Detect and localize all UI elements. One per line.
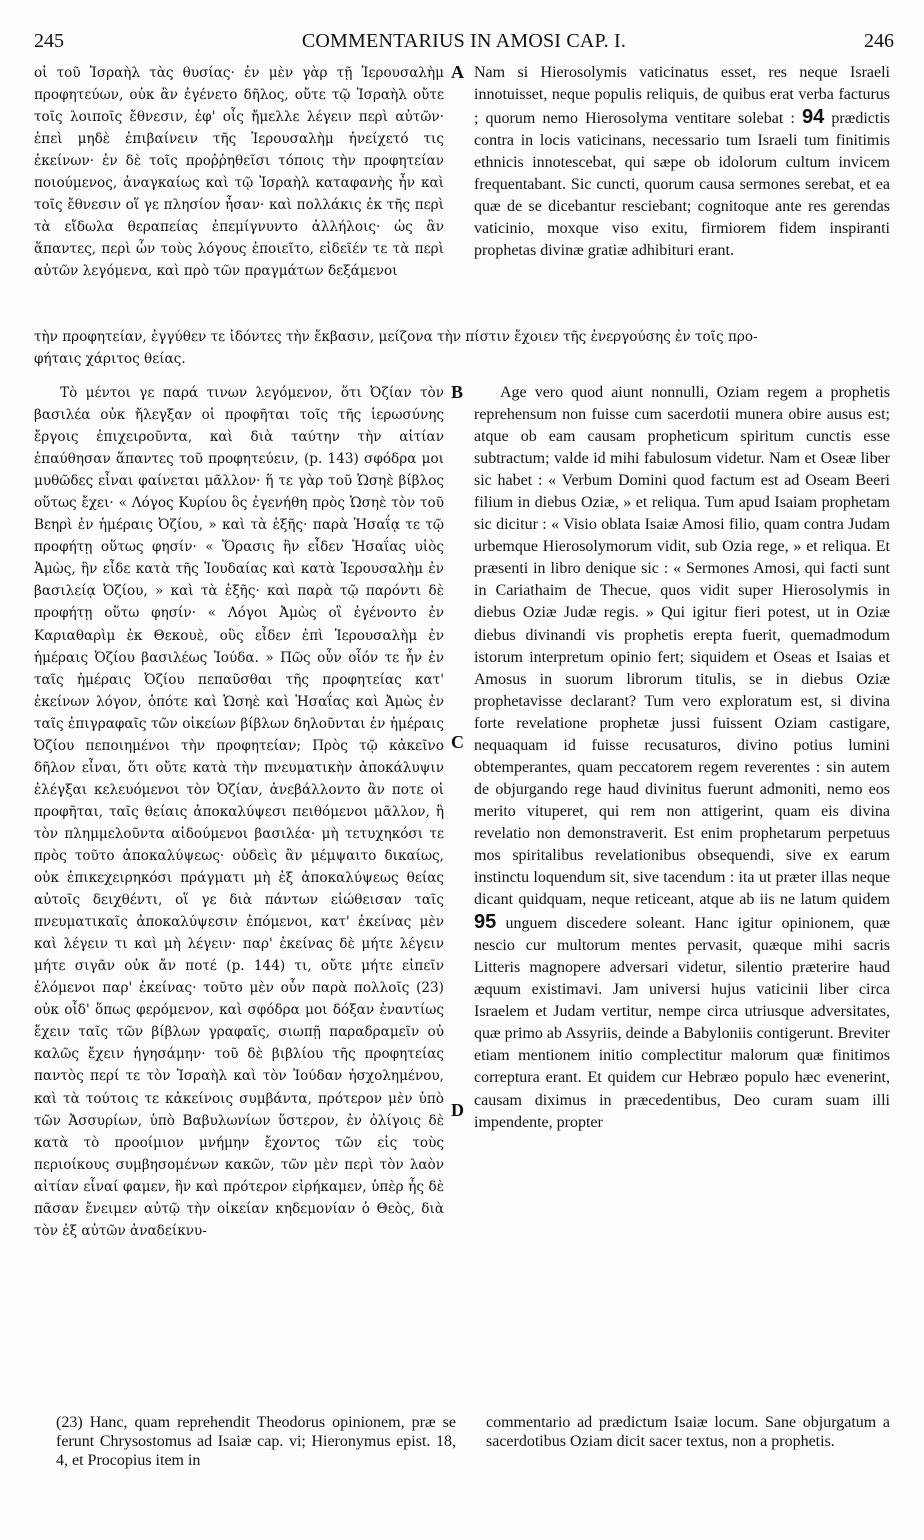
margin-marker-d: D bbox=[451, 1100, 464, 1120]
column-number-95: 95 bbox=[474, 911, 497, 934]
latin-column-block-2 bbox=[474, 382, 890, 1134]
greek-column-block-1 bbox=[34, 62, 444, 282]
latin-column-block-1 bbox=[474, 62, 890, 262]
latin-paragraph-2 bbox=[474, 382, 890, 1134]
greek-paragraph-1: οἱ τοῦ Ἰσραὴλ τὰς θυσίας· ἐν μὲν γὰρ τῇ Ἱερουσαλὴμ προφητεύων, οὐκ ἂν ἐγένετο δῆλος, οὔτε τῷ Ἰσραὴλ οὔτε τοῖς λοιποῖς ἔθνεσιν, ἐφ' οἷς ἤμελλε λέγειν περὶ αὐτῶν· ἐπεὶ μηδὲ ἐπιβαίνειν τῆς Ἱερουσαλὴμ ἠνείχετό τις ἐκείνων· ἐν δὲ τοῖς προῤῥηθεῖσι τόποις τὴν προφητείαν ποιούμενος, ἀναγκαίως καὶ τῷ Ἰσραὴλ καταφανὴς ἦν καὶ τοῖς ἔθνεσιν οἵ γε πλησίον ἦσαν· καὶ πολλάκις ἐκ τῆς περὶ τὰ εἴδωλα θεραπείας ἐπεμίγνυντο ἀλλήλοις· ὡς ἂν ἅπαντες, περὶ ὧν τοὺς λόγους ἐποιεῖτο, εἰδεῖέν τε τὰ περὶ αὐτῶν λεγόμενα, καὶ πρὸ τῶν πραγμάτων δεξάμενοι bbox=[34, 65, 444, 280]
latin-paragraph-1 bbox=[474, 62, 890, 262]
greek-column-block-2 bbox=[34, 382, 444, 1242]
running-title: COMMENTARIUS IN AMOSI CAP. I. bbox=[301, 30, 627, 52]
greek-paragraph-2: Τὸ μέντοι γε παρά τινων λεγόμενον, ὅτι Ὀζίαν τὸν βασιλέα οὐκ ἤλεγξαν οἱ προφῆται τοῖς τῆς ἱερωσύνης ἔργοις ἐπιχειροῦντα, καὶ διὰ ταύτην τὴν αἰτίαν ἐπαύθησαν ἅπαντες τοῦ προφητεύειν, (p. 143) σφόδρα μοι μυθῶδες εἶναι φαίνεται μᾶλλον· ἥ τε γὰρ τοῦ Ὡσηὲ βίβλος οὕτως ἔχει· « Λόγος Κυρίου ὃς ἐγενήθη πρὸς Ὡσηὲ τὸν τοῦ Βεηρὶ ἐν ἡμέραις Ὀζίου, » καὶ τὰ ἑξῆς· παρὰ Ἡσαΐᾳ τε τῷ προφήτῃ οὕτως φησίν· « Ὅρασις ἣν εἶδεν Ἡσαΐας υἱὸς Ἀμὼς, ἣν εἶδε κατὰ τῆς Ἰουδαίας καὶ κατὰ Ἱερουσαλὴμ ἐν βασιλείᾳ Ὀζίου, » καὶ τὰ ἑξῆς· καὶ παρὰ τῷ παρόντι δὲ προφήτῃ οὕτω φησίν· « Λόγοι Ἀμὼς οἳ ἐγένοντο ἐν Καριαθαρὶμ ἐκ Θεκουὲ, οὓς εἶδεν ἐπὶ Ἱερουσαλὴμ ἐν ἡμέραις Ὀζίου βασιλέως Ἰούδα. » Πῶς οὖν οἷόν τε ἦν ἐν ταῖς ἡμέραις Ὀζίου πεπαῦσθαι τῆς προφητείας κατ' ἐκείνων λόγον, ὁπότε καὶ Ὡσηὲ καὶ Ἡσαΐας καὶ Ἀμὼς ἐν ταῖς ἐπιγραφαῖς τῶν οἰκείων βίβλων δηλοῦνται ἐν ἡμέραις Ὀζίου πεποιημένοι τὴν προφητείαν; Πρὸς τῷ κἀκεῖνο δῆλον εἶναι, ὅτι οὔτε κατὰ τὴν πνευματικὴν ἀποκάλυψιν ἐλέγξαι κελευόμενοι τὸν Ὀζίαν, ἀνεβάλλοντο ἂν ποτε οἱ προφῆται, ταῖς θείαις ἀποκαλύψεσι πειθόμενοι μᾶλλον, ἢ τὸν πλημμελοῦντα αἰδούμενοι βασιλέα· μὴ τετυχηκόσι τε πρὸς τοῦτο ἀποκαλύψεως· οὐδεὶς ἂν μέμψαιτο δικαίως, οὐκ ἐπικεχειρηκόσι πράγματι μὴ ἐξ ἀποκαλύψεως θείας αὐτοῖς δειχθέντι, οἵ γε διὰ πάντων εἰώθεισαν ταῖς πνευματικαῖς ἀποκαλύψεσιν ἑπόμενοι, κατ' ἐκείνας μὲν καὶ λέγειν τι καὶ μὴ λέγειν· παρ' ἐκείνας δὲ μήτε λέγειν μήτε σιγᾶν οὐκ ἄν ποτέ (p. 144) τι, οὔτε μήτε εἰπεῖν ἑλόμενοι παρ' ἐκείνας· τοῦτο μὲν οὖν παρὰ πολλοῖς (23) οὐκ οἶδ' ὅπως φερόμενον, καὶ σφόδρα μοι δόξαν ἐναντίως ἔχειν ταῖς τῶν βίβλων γραφαῖς, σιωπῇ παραδραμεῖν οὐ καλῶς ἔχειν ἡγησάμην· τοῦ δὲ βιβλίου τῆς προφητείας παντὸς περί τε τὸν Ἰσραὴλ καὶ τὸν Ἰούδαν ἠσχολημένου, καὶ τὰ τούτοις τε κἀκείνοις συμβάντα, πρότερον μὲν ὑπὸ τῶν Ἀσσυρίων, ὑπὸ Βαβυλωνίων ὕστερον, ἐν ὀλίγοις δὲ κατὰ τὸ προοίμιον μνήμην ἔχοντος τῶν εἰς τοὺς περιοίκους συμβησομένων κακῶν, τῶν μὲν περὶ τὸν λαὸν αἰτίαν εἶναί φαμεν, ἣν καὶ πρότερον εἰρήκαμεν, ὑπὲρ ἧς δὲ πᾶσαν ἔνειμεν αὐτῷ τὴν οἰκείαν κηδεμονίαν ὁ Θεὸς, διὰ τὸν ἐξ αὐτῶν ἀναδείκνυ- bbox=[34, 385, 444, 1239]
greek-full-width-line-1: τὴν προφητείαν, ἐγγύθεν τε ἰδόντες τὴν ἔκβασιν, μείζονα τὴν πίστιν ἔχοιεν τῆς ἐνεργούσης ἐν τοῖς προ- bbox=[34, 329, 758, 345]
footnote-right: commentario ad prædictum Isaiæ locum. Sane objurgatum a sacerdotibus Oziam dicit sacer textus, non a prophetis. bbox=[486, 1414, 890, 1450]
margin-marker-b: B bbox=[451, 382, 464, 402]
column-number-94: 94 bbox=[801, 106, 825, 129]
page-number-left: 245 bbox=[34, 30, 64, 52]
margin-marker-a: A bbox=[451, 62, 464, 82]
latin-text-2b: unguem discedere soleant. Hanc igitur opinionem, quæ nescio cur multorum mentes pervasit, quæque mihi sacris Litteris magnopere adversari videtur, silentio præterire haud æquum existimavi. Jam universi hujus vaticinii liber circa Israelem et Judam vertitur, nempe circa utriusque adversitates, quæ primo ab Assyriis, deinde a Babyloniis contigerunt. Breviter etiam mentionem initio complectitur malorum quæ finitimos correptura erant. Et quidem cur Hebræo populo hæc evenerint, causam diximus in præcedentibus, Deo curam suam illi impendente, propter bbox=[474, 915, 890, 1131]
page-number-right: 246 bbox=[864, 30, 894, 52]
latin-text-1a: Nam si Hierosolymis vaticinatus esset, res neque Israeli innotuisset, neque populis reliquis, de quibus erat verba facturus ; quorum nemo Hierosolyma ventitare solebat : bbox=[474, 64, 890, 128]
running-header bbox=[34, 30, 894, 60]
footnote-left: (23) Hanc, quam reprehendit Theodorus opinionem, præ se ferunt Chrysostomus ad Isaiæ cap. vi; Hieronymus epist. 18, 4, et Procopius item in bbox=[56, 1414, 456, 1469]
greek-full-width-line-2: φήταις χάριτος θείας. bbox=[34, 351, 186, 367]
latin-text-2a: Age vero quod aiunt nonnulli, Oziam regem a prophetis reprehensum non fuisse cum sacerdotii munera obire ausus est; atque ob eam causam propheticum spiritum cunctis esse subtractum; valde id mihi fabulosum videtur. Nam et Oseæ liber sic habet : « Verbum Domini quod factum est ad Oseam Beeri filium in diebus Oziæ, » et reliqua. Tum apud Isaiam prophetam sic dicitur : « Visio oblata Isaiæ Amosi filio, quam contra Judam urbemque Hierosolymorum vidit, sub Ozia rege, » et reliqua. Et præsenti in libro denique sic : « Sermones Amosi, qui facti sunt in Cariathaim de Thecue, quos vidit super Hierosolymis in diebus Oziæ Judæ regis. » Qui igitur fieri potest, ut in Oziæ diebus divinandi vis prophetis erepta fuerit, quemadmodum istorum interpretum opinio fert; siquidem et Oseas et Isaias et Amosus in suorum librorum titulis, se in diebus Oziæ prophetavisse declarant? Tum vero exploratum est, si divina forte revelatione prophetæ jussi fuissent Oziam castigare, nequaquam id fuisse recusaturos, divino potius lumini obtemperantes, quam peccatorem regem reverentes : sin autem de objurgando rege haud divinitus fuerunt admoniti, nemo eos merito vituperet, qui rem non attigerint, quam eis divina revelatio non demonstraverit. Est enim prophetarum perpetuus mos spiritalibus revelationibus obsequendi, sive ex earum instinctu loquendum sit, sive tacendum : ita ut præter illas neque dicant quidquam, neque reticeant, atque ab iis ne latum quidem bbox=[474, 384, 890, 909]
latin-text-1b: prædictis contra in locis vaticinans, necessario tum Israeli tum finitimis ethnicis innotescebat, qui sæpe ob idolorum cultum invicem frequentabant. Sic cuncti, quorum causa sermones serebat, et ea quæ de se dicebantur resciebant; cognitoque ante res gerendas vaticinio, moxque viso exitu, firmiorem fidem inspiranti prophetas divinæ gratiæ adhibituri erant. bbox=[474, 110, 891, 260]
margin-marker-c: C bbox=[451, 732, 464, 752]
